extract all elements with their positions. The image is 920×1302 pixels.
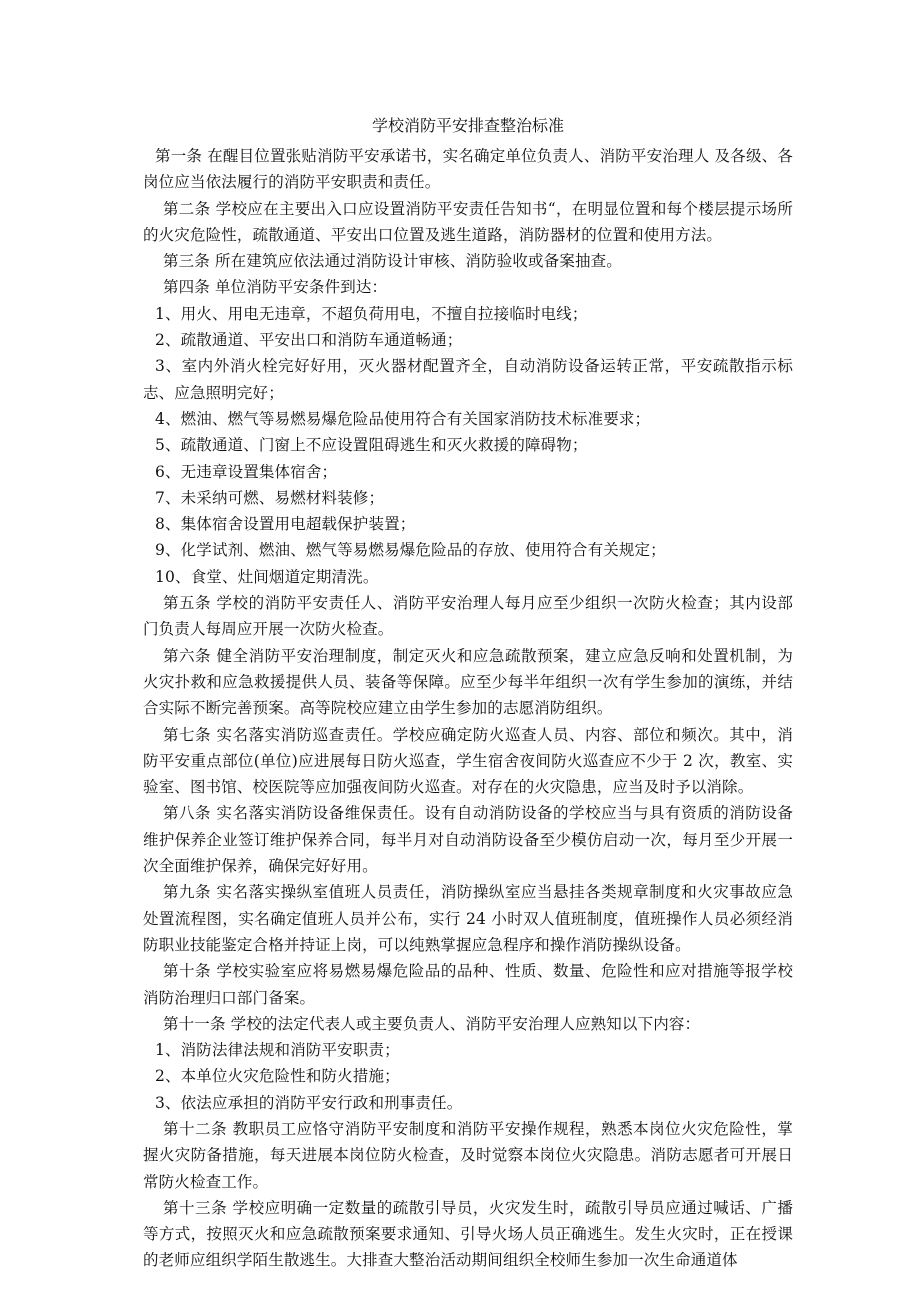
document-title: 学校消防平安排查整治标准	[371, 116, 564, 135]
list-item: 1、用火、用电无违章，不超负荷用电，不擅自拉接临时电线；	[155, 304, 588, 323]
list-item: 8、集体宿舍设置用电超载保护装置；	[155, 515, 416, 534]
list-item: 10、食堂、灶间烟道定期清洗。	[155, 567, 379, 586]
article-3: 第三条 所在建筑应依法通过消防设计审核、消防验收或备案抽查。	[163, 252, 622, 271]
article-11: 第十一条 学校的法定代表人或主要负责人、消防平安治理人应熟知以下内容：	[163, 1014, 701, 1033]
list-item: 9、化学试剂、燃油、燃气等易燃易爆危险品的存放、使用符合有关规定；	[155, 541, 666, 560]
article-8: 第八条 实名落实消防设备维保责任。设有自动消防设备的学校应当与具有资质的消防设备维护保养企业签订维护保养合同，每半月对自动消防设备至少模仿启动一次，每月至少开展一次全面维护保养，确保完好好用。	[143, 804, 793, 876]
article-2: 第二条 学校应在主要出入口应设置消防平安责任告知书“，在明显位置和每个楼层提示场所的火灾危险性，疏散通道、平安出口位置及逃生道路，消防器材的位置和使用方法。	[143, 199, 793, 244]
list-item: 4、燃油、燃气等易燃易爆危险品使用符合有关国家消防技术标准要求；	[155, 409, 651, 428]
article-7: 第七条 实名落实消防巡查责任。学校应确定防火巡查人员、内容、部位和频次。其中，消防平安重点部位(单位)应进展每日防火巡查，学生宿舍夜间防火巡查应不少于 2 次，教室、实验室、图书馆、校医院等应加强夜间防火巡查。对存在的火灾隐患，应当及时予以消除。	[143, 725, 793, 797]
article-6: 第六条 健全消防平安治理制度，制定灭火和应急疏散预案，建立应急反响和处置机制，为火灾扑救和应急救援提供人员、装备等保障。应至少每半年组织一次有学生参加的演练，并结合实际不断完善预案。高等院校应建立由学生参加的志愿消防组织。	[143, 646, 793, 718]
list-item: 3、依法应承担的消防平安行政和刑事责任。	[155, 1093, 463, 1112]
list-item: 3、室内外消火栓完好好用，灭火器材配置齐全，自动消防设备运转正常，平安疏散指示标志、应急照明完好；	[143, 357, 793, 402]
list-item: 5、疏散通道、门窗上不应设置阻碍逃生和灭火救援的障碍物；	[155, 436, 588, 455]
list-item: 2、疏散通道、平安出口和消防车通道畅通；	[155, 331, 463, 350]
article-10: 第十条 学校实验室应将易燃易爆危险品的品种、性质、数量、危险性和应对措施等报学校消防治理归口部门备案。	[143, 962, 793, 1007]
article-1: 第一条 在醒目位置张贴消防平安承诺书，实名确定单位负责人、消防平安治理人 及各级、各岗位应当依法履行的消防平安职责和责任。	[143, 147, 793, 192]
article-12: 第十二条 教职员工应恪守消防平安制度和消防平安操作规程，熟悉本岗位火灾危险性，掌握火灾防备措施，每天进展本岗位防火检查，及时觉察本岗位火灾隐患。消防志愿者可开展日常防火检查工作。	[143, 1119, 793, 1191]
article-4: 第四条 单位消防平安条件到达：	[163, 278, 388, 297]
article-9: 第九条 实名落实操纵室值班人员责任，消防操纵室应当悬挂各类规章制度和火灾事故应急处置流程图，实名确定值班人员并公布，实行 24 小时双人值班制度，值班操作人员必须经消防职业技能鉴定合格并持证上岗，可以纯熟掌握应急程序和操作消防操纵设备。	[143, 883, 793, 954]
list-item: 1、消防法律法规和消防平安职责；	[155, 1041, 400, 1060]
list-item: 6、无违章设置集体宿舍；	[155, 462, 338, 481]
article-5: 第五条 学校的消防平安责任人、消防平安治理人每月应至少组织一次防火检查；其内设部门负责人每周应开展一次防火检查。	[143, 594, 793, 639]
document-body	[143, 116, 793, 1274]
article-13: 第十三条 学校应明确一定数量的疏散引导员，火灾发生时，疏散引导员应通过喊话、广播等方式，按照灭火和应急疏散预案要求通知、引导火场人员正确逃生。发生火灾时，正在授课的老师应组织学陌生散逃生。大排查大整治活动期间组织全校师生参加一次生命通道体	[143, 1198, 793, 1270]
list-item: 7、未采纳可燃、易燃材料装修；	[155, 488, 385, 507]
list-item: 2、本单位火灾危险性和防火措施；	[155, 1067, 400, 1086]
